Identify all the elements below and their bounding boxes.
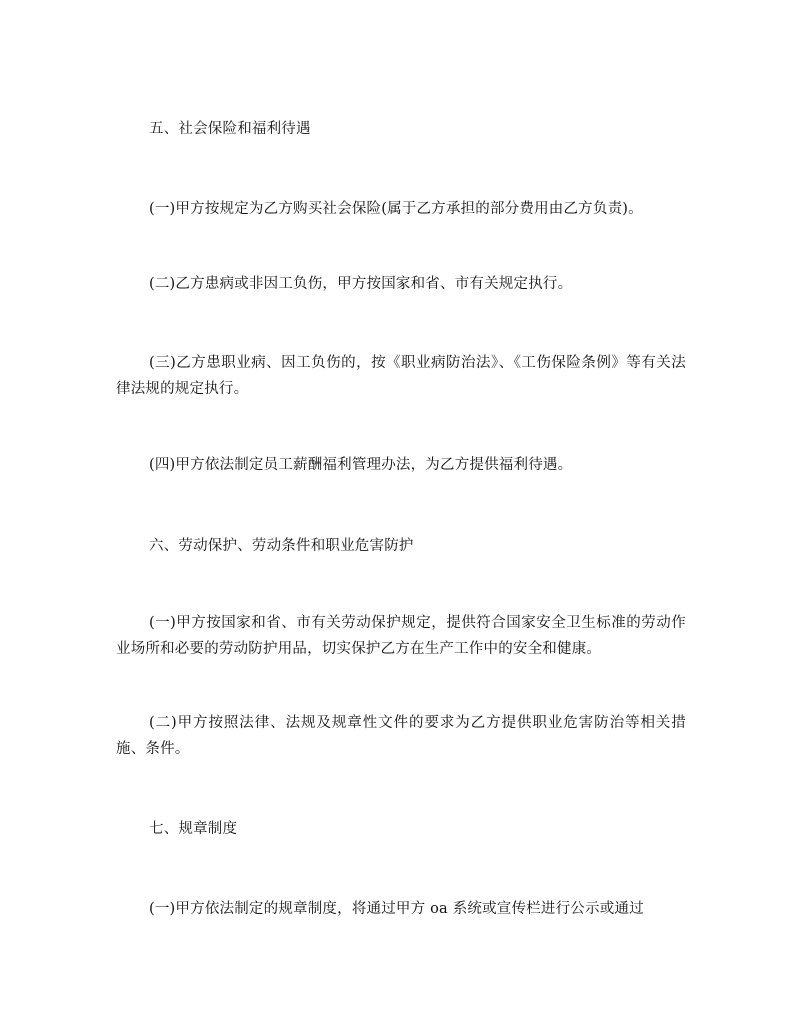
clause-paragraph: (三)乙方患职业病、因工负伤的，按《职业病防治法》、《工伤保险条例》等有关法律法规的规定执行。	[116, 355, 686, 397]
clause-paragraph: (二)乙方患病或非因工负伤，甲方按国家和省、市有关规定执行。	[149, 276, 573, 292]
clause-paragraph: (二)甲方按照法律、法规及规章性文件的要求为乙方提供职业危害防治等相关措施、条件。	[116, 715, 686, 757]
section-heading-labor-protection: 六、劳动保护、劳动条件和职业危害防护	[149, 538, 414, 554]
section-heading-rules: 七、规章制度	[149, 821, 238, 837]
section-heading-social-insurance: 五、社会保险和福利待遇	[149, 121, 311, 137]
clause-paragraph: (四)甲方依法制定员工薪酬福利管理办法，为乙方提供福利待遇。	[149, 457, 573, 473]
clause-paragraph: (一)甲方按规定为乙方购买社会保险(属于乙方承担的部分费用由乙方负责)。	[149, 201, 643, 217]
clause-paragraph: (一)甲方按国家和省、市有关劳动保护规定，提供符合国家安全卫生标准的劳动作业场所和必要的劳动防护用品，切实保护乙方在生产工作中的安全和健康。	[116, 615, 686, 657]
clause-paragraph: (一)甲方依法制定的规章制度，将通过甲方 oa 系统或宣传栏进行公示或通过	[149, 901, 644, 917]
